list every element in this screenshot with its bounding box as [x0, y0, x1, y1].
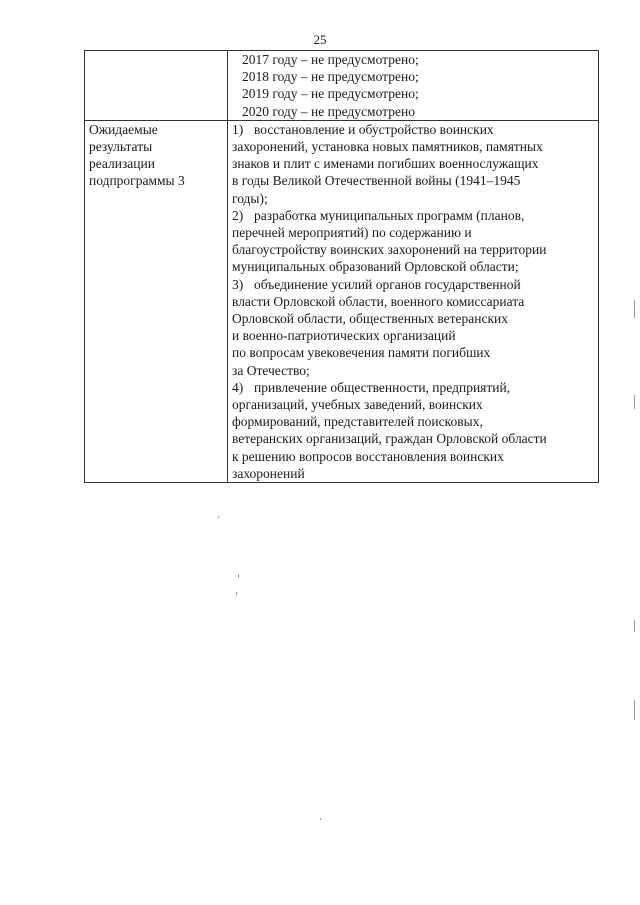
expected-results-content: [228, 120, 599, 482]
item-text: разработка муниципальных программ (планов,: [254, 207, 525, 223]
funding-line-2017: 2017 году – не предусмотрено;: [242, 52, 419, 67]
result-item-line: [232, 379, 594, 396]
result-item-line: годы);: [232, 190, 268, 206]
result-item-line: знаков и плит с именами погибших военнослужащих: [232, 156, 539, 172]
scan-speck: [218, 516, 219, 518]
expected-results-label: [85, 120, 228, 482]
result-item-line: в годы Великой Отечественной войны (1941–1945: [232, 173, 521, 189]
funding-line-2018: 2018 году – не предусмотрено;: [242, 69, 419, 85]
result-item-line: власти Орловской области, военного комиссариата: [232, 293, 525, 309]
item-text: привлечение общественности, предприятий,: [254, 379, 511, 395]
label-line: подпрограммы 3: [89, 173, 185, 189]
result-item-line: [232, 207, 594, 224]
margin-mark: [634, 700, 635, 720]
item-text: восстановление и обустройство воинских: [254, 121, 494, 137]
result-item-2: [232, 207, 594, 276]
margin-mark: [634, 395, 635, 409]
result-item-line: к решению вопросов восстановления воинских: [232, 448, 504, 464]
result-item-line: за Отечество;: [232, 362, 310, 378]
result-item-3: [232, 276, 594, 379]
item-number: 3): [232, 276, 244, 292]
result-item-line: благоустройству воинских захоронений на территории: [232, 242, 547, 258]
table-row-expected-results: [85, 120, 599, 482]
result-item-line: муниципальных образований Орловской области;: [232, 259, 519, 275]
result-item-line: формирований, представителей поисковых,: [232, 414, 483, 430]
result-item-line: и военно-патриотических организаций: [232, 328, 456, 344]
scan-speck: [238, 574, 239, 578]
result-item-line: захоронений: [232, 465, 305, 481]
margin-mark: [634, 300, 635, 318]
scan-speck: [236, 592, 237, 595]
row1-label-cell: [85, 51, 228, 121]
label-line: реализации: [89, 156, 155, 172]
item-number: 4): [232, 379, 244, 395]
page-number: 25: [313, 32, 327, 47]
table-row-funding-years: [85, 51, 599, 121]
row1-content-cell: [228, 51, 599, 121]
item-number: 2): [232, 207, 244, 223]
item-text: объединение усилий органов государственной: [254, 276, 521, 292]
result-item-line: по вопросам увековечения памяти погибших: [232, 345, 491, 361]
item-number: 1): [232, 121, 244, 137]
scan-speck: [320, 818, 321, 820]
result-item-line: захоронений, установка новых памятников, памятных: [232, 139, 543, 155]
result-item-4: [232, 379, 594, 482]
funding-line-2020: 2020 году – не предусмотрено: [242, 103, 415, 119]
result-item-line: Орловской области, общественных ветеранских: [232, 311, 509, 327]
result-item-line: организаций, учебных заведений, воинских: [232, 397, 483, 413]
label-line: результаты: [89, 139, 153, 155]
result-item-line: перечней мероприятий) по содержанию и: [232, 225, 472, 241]
program-results-table: [84, 50, 599, 483]
margin-mark: [634, 620, 635, 632]
funding-line-2019: 2019 году – не предусмотрено;: [242, 86, 419, 102]
result-item-line: ветеранских организаций, граждан Орловской области: [232, 431, 547, 447]
result-item-line: [232, 121, 594, 138]
result-item-1: [232, 121, 594, 207]
label-line: Ожидаемые: [89, 121, 158, 137]
result-item-line: [232, 276, 594, 293]
